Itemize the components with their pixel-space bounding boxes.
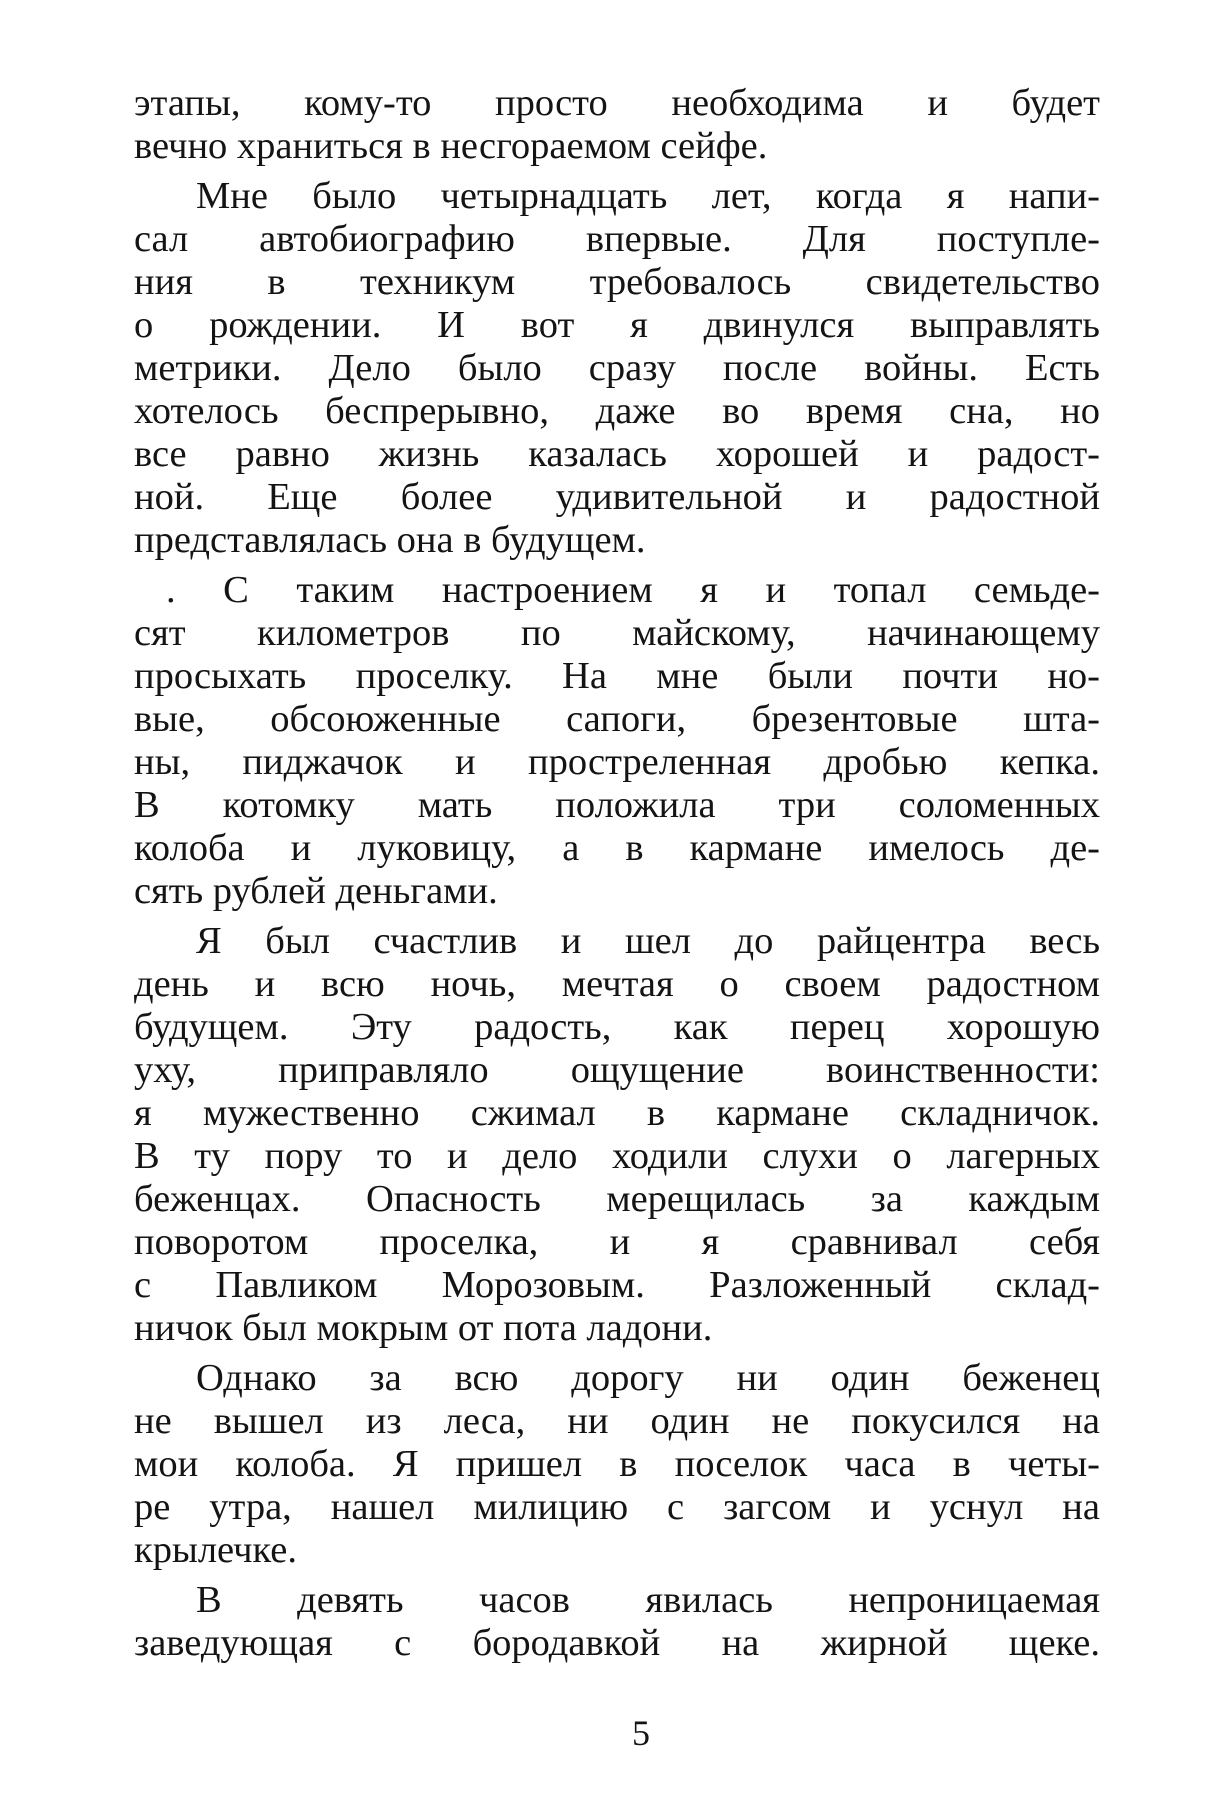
text-line: представлялась она в будущем. — [134, 519, 646, 561]
text-line: с Павликом Морозовым. Разложенный склад- — [134, 1264, 1100, 1306]
text-line: Мне было четырнадцать лет, когда я напи- — [196, 175, 1100, 217]
paragraph — [134, 175, 1100, 562]
text-line: ны, пиджачок и простреленная дробью кепка. — [134, 741, 1100, 783]
text-line: не вышел из леса, ни один не покусился на — [134, 1400, 1100, 1442]
text-line: поворотом проселка, и я сравнивал себя — [134, 1221, 1100, 1263]
text-line: вые, обсоюженные сапоги, брезентовые шта- — [134, 698, 1100, 740]
text-line: сят километров по майскому, начинающему — [134, 612, 1100, 654]
text-line: ничок был мокрым от пота ладони. — [134, 1307, 713, 1349]
text-line: о рождении. И вот я двинулся выправлять — [134, 304, 1100, 346]
text-line: В девять часов явилась непроницаемая — [196, 1579, 1100, 1621]
text-line: Я был счастлив и шел до райцентра весь — [196, 920, 1100, 962]
text-line: я мужественно сжимал в кармане складничок. — [134, 1092, 1100, 1134]
text-line: вечно храниться в несгораемом сейфе. — [134, 125, 768, 167]
text-line: Однако за всю дорогу ни один беженец — [196, 1357, 1100, 1399]
paragraph — [134, 1357, 1100, 1572]
text-line: заведующая с бородавкой на жирной щеке. — [134, 1622, 1100, 1664]
text-line: крылечке. — [134, 1529, 297, 1571]
text-line: сять рублей деньгами. — [134, 870, 498, 912]
text-line: В котомку мать положила три соломенных — [134, 784, 1100, 826]
text-line: этапы, кому-то просто необходима и будет — [134, 82, 1100, 124]
text-line: . С таким настроением я и топал семьде- — [166, 569, 1100, 611]
text-line: уху, приправляло ощущение воинственности: — [134, 1049, 1100, 1091]
paragraph — [134, 920, 1100, 1350]
text-line: все равно жизнь казалась хорошей и радост- — [134, 433, 1100, 475]
page-text — [134, 82, 1100, 1665]
text-line: колоба и луковицу, а в кармане имелось де- — [134, 827, 1100, 869]
text-line: метрики. Дело было сразу после войны. Есть — [134, 347, 1100, 389]
text-line: В ту пору то и дело ходили слухи о лагерных — [134, 1135, 1100, 1177]
text-line: ной. Еще более удивительной и радостной — [134, 476, 1100, 518]
text-line: мои колоба. Я пришел в поселок часа в четы- — [134, 1443, 1100, 1485]
text-line: беженцах. Опасность мерещилась за каждым — [134, 1178, 1100, 1220]
text-line: сал автобиографию впервые. Для поступле- — [134, 218, 1100, 260]
text-line: ния в техникум требовалось свидетельство — [134, 261, 1100, 303]
paragraph — [134, 1579, 1100, 1665]
paragraph — [134, 82, 1100, 168]
text-line: день и всю ночь, мечтая о своем радостном — [134, 963, 1100, 1005]
text-line: ре утра, нашел милицию с загсом и уснул на — [134, 1486, 1100, 1528]
text-line: будущем. Эту радость, как перец хорошую — [134, 1006, 1100, 1048]
paragraph — [134, 569, 1100, 913]
text-line: просыхать проселку. На мне были почти но- — [134, 655, 1100, 697]
text-line: хотелось беспрерывно, даже во время сна, но — [134, 390, 1100, 432]
page-number: 5 — [632, 1713, 650, 1753]
